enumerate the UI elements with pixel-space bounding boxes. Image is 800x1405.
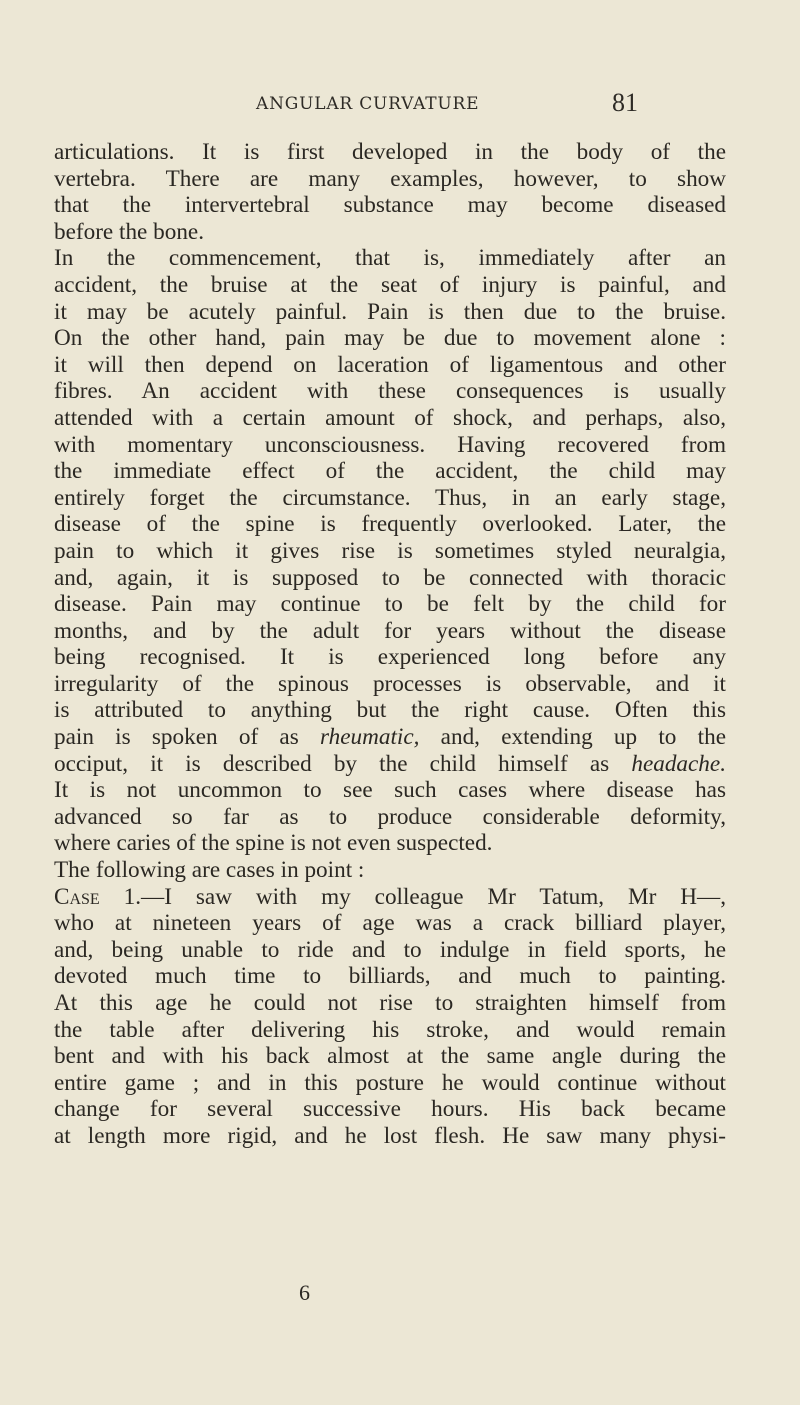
text-line: entirely forget the circumstance. Thus, in an early stage, — [54, 484, 726, 511]
italic-term-rheumatic: rheumatic, — [320, 724, 420, 751]
text-line: vertebra. There are many examples, however, to show — [54, 165, 726, 192]
body-text — [54, 139, 726, 1150]
running-header-title: ANGULAR CURVATURE — [256, 94, 480, 114]
text-line: change for several successive hours. His back became — [54, 1096, 726, 1123]
italic-term-headache: headache. — [631, 750, 726, 777]
paragraph-start-line: In the commencement, that is, immediately after an — [54, 245, 726, 272]
text-line: disease. Pain may continue to be felt by the child for — [54, 591, 726, 618]
text-line: it will then depend on laceration of ligamentous and other — [54, 351, 726, 378]
text-line: accident, the bruise at the seat of injury is painful, and — [54, 271, 726, 298]
text-line: being recognised. It is experienced long before any — [54, 644, 726, 671]
text-line: articulations. It is first developed in the body of the — [54, 139, 726, 165]
text-run: 1.—I saw with my colleague Mr Tatum, Mr H—, — [99, 883, 726, 910]
text-run: pain is spoken of as — [54, 724, 321, 751]
text-run: and, extending up to the — [419, 724, 726, 751]
text-line: that the intervertebral substance may become diseased — [54, 192, 726, 219]
text-line: with momentary unconsciousness. Having recovered from — [54, 431, 726, 458]
text-line: at length more rigid, and he lost flesh. He saw many physi- — [54, 1122, 726, 1149]
text-line: disease of the spine is frequently overlooked. Later, the — [54, 511, 726, 538]
text-line: who at nineteen years of age was a crack billiard player, — [54, 910, 726, 937]
text-line: devoted much time to billiards, and much to painting. — [54, 963, 726, 990]
page-number: 81 — [612, 88, 638, 117]
running-header — [0, 88, 800, 118]
text-line: fibres. An accident with these consequences is usually — [54, 378, 726, 405]
text-line: it may be acutely painful. Pain is then due to the bruise. — [54, 298, 726, 325]
text-line-rheumatic — [54, 724, 726, 751]
text-run: occiput, it is described by the child himself as — [54, 750, 632, 777]
text-line: It is not uncommon to see such cases where disease has — [54, 777, 726, 804]
text-line-headache — [54, 751, 726, 778]
text-line: months, and by the adult for years without the disease — [54, 617, 726, 644]
text-line: the immediate effect of the accident, the child may — [54, 458, 726, 485]
signature-mark: 6 — [299, 1280, 310, 1305]
text-line: the table after delivering his stroke, and would remain — [54, 1016, 726, 1043]
text-line: At this age he could not rise to straighten himself from — [54, 990, 726, 1016]
text-line: entire game ; and in this posture he would continue without — [54, 1069, 726, 1096]
text-line: attended with a certain amount of shock, and perhaps, also, — [54, 404, 726, 431]
text-line: On the other hand, pain may be due to movement alone : — [54, 325, 726, 352]
text-line: irregularity of the spinous processes is observable, and it — [54, 670, 726, 697]
text-line: is attributed to anything but the right cause. Often this — [54, 697, 726, 724]
text-line: and, again, it is supposed to be connected with thoracic — [54, 564, 726, 591]
text-line: bent and with his back almost at the same angle during the — [54, 1043, 726, 1070]
text-line: and, being unable to ride and to indulge in field sports, he — [54, 936, 726, 963]
case-heading-line — [54, 884, 726, 911]
paragraph-start-line: The following are cases in point : — [54, 857, 365, 884]
text-line: where caries of the spine is not even suspected. — [54, 830, 493, 857]
text-line: pain to which it gives rise is sometimes styled neuralgia, — [54, 537, 726, 564]
text-line: before the bone. — [54, 218, 205, 245]
case-label: Case — [54, 883, 100, 910]
text-line: advanced so far as to produce considerable deformity, — [54, 803, 726, 830]
